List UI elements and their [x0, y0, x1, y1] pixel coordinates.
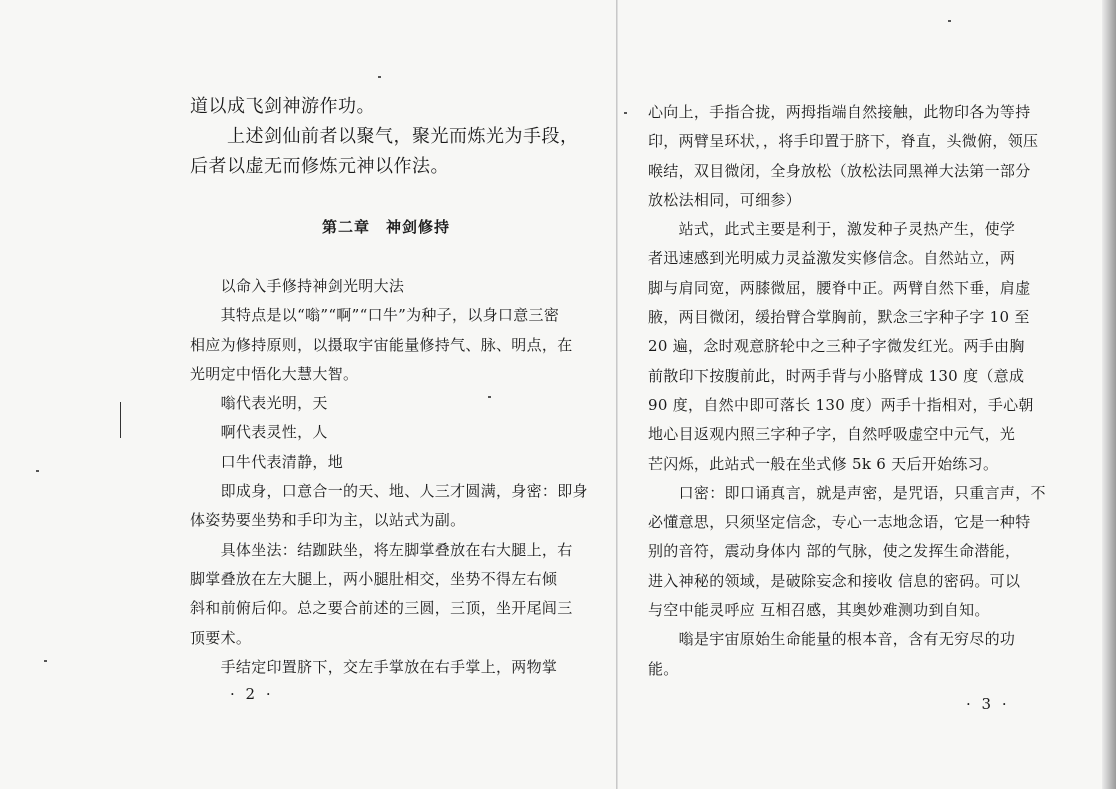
- text-line: 口密：即口诵真言，就是声密，是咒语，只重言声，不: [648, 483, 1046, 502]
- text-line: 必懂意思，只须坚定信念，专心一志地念语，它是一种特: [648, 513, 1031, 532]
- text-line: 喉结，双目微闭，全身放松（放松法同黑禅大法第一部分: [648, 161, 1031, 180]
- text-line: 道以成飞剑神游作功。: [190, 96, 375, 117]
- text-line: 站式，此式主要是利于，激发种子灵热产生，使学: [648, 220, 1016, 239]
- text-line: 放松法相同，可细参）: [648, 190, 802, 209]
- text-line: 别的音符，震动身体内 部的气脉，使之发挥生命潜能，: [648, 542, 1021, 561]
- text-line: 嗡是宇宙原始生命能量的根本音，含有无穷尽的功: [648, 630, 1016, 649]
- text-line: 能。: [648, 659, 679, 678]
- text-line: 其特点是以“嗡”“啊”“口牛”为种子，以身口意三密: [190, 306, 560, 325]
- scan-speck: [488, 396, 491, 398]
- text-line: 地心目返观内照三字种子字，自然呼吸虚空中元气，光: [648, 425, 1016, 444]
- text-line: 顶要术。: [190, 628, 252, 647]
- text-line: 者迅速感到光明威力灵益激发实修信念。自然站立，两: [648, 249, 1016, 268]
- page-number: · 2 ·: [230, 685, 274, 703]
- text-line: 芒闪烁，此站式一般在坐式修 5k 6 天后开始练习。: [648, 454, 999, 473]
- text-line: 手结定印置脐下，交左手掌放在右手掌上，两物掌: [190, 657, 558, 676]
- text-line: 上述剑仙前者以聚气，聚光而炼光为手段，: [190, 126, 579, 147]
- text-line: 即成身，口意合一的天、地、人三才圆满，身密：即身: [190, 482, 588, 501]
- text-line: 光明定中悟化大慧大智。: [190, 364, 359, 383]
- scan-speck: [44, 660, 47, 662]
- text-line: 90 度，自然中即可落长 130 度）两手十指相对，手心朝: [648, 395, 1034, 414]
- text-line: 斜和前俯后仰。总之要合前述的三圆，三顶，坐开尾闾三: [190, 599, 573, 618]
- scan-speck: [378, 76, 381, 78]
- text-line: 脚与肩同宽，两膝微屈，腰脊中正。两臂自然下垂，肩虚: [648, 278, 1031, 297]
- text-line: 进入神秘的领域，是破除妄念和接收 信息的密码。可以: [648, 571, 1021, 590]
- text-line: 口牛代表清静，地: [190, 452, 344, 471]
- text-line: 以命入手修持神剑光明大法: [190, 277, 405, 295]
- text-line: 嗡代表光明，天: [190, 394, 328, 413]
- margin-mark: [120, 402, 124, 438]
- right-body-text: [648, 98, 1088, 684]
- scan-speck: [624, 112, 627, 114]
- intro-paragraph: [190, 92, 610, 182]
- text-line: 相应为修持原则，以摄取宇宙能量修持气、脉、明点，在: [190, 335, 573, 354]
- text-line: 与空中能灵呼应 互相召感，其奥妙难测功到自知。: [648, 601, 990, 620]
- text-line: 体姿势要坐势和手印为主，以站式为副。: [190, 511, 466, 530]
- page-number: · 3 ·: [966, 695, 1010, 713]
- scan-speck: [36, 470, 39, 472]
- text-line: 啊代表灵性，人: [190, 423, 328, 442]
- chapter-title: 第二章 神剑修持: [322, 218, 451, 236]
- scan-speck: [948, 20, 951, 22]
- text-line: 具体坐法：结跏趺坐，将左脚掌叠放在右大腿上，右: [190, 540, 573, 559]
- text-line: 印，两臂呈环状，，将手印置于脐下，脊直，头微俯，领压: [648, 132, 1039, 151]
- text-line: 腋，两目微闭，缓抬臂合掌胸前，默念三字种子字 10 至: [648, 308, 1030, 327]
- text-line: 20 遍，念时观意脐轮中之三种子字微发红光。两手由胸: [648, 337, 1025, 356]
- text-line: 脚掌叠放在左大腿上，两小腿肚相交，坐势不得左右倾: [190, 569, 558, 588]
- text-line: 前散印下按腹前此，时两手背与小胳臂成 130 度（意成: [648, 366, 1025, 385]
- left-body-text: [190, 272, 610, 682]
- scan-edge-shadow: [1102, 0, 1116, 789]
- right-page: [618, 0, 1102, 789]
- text-line: 后者以虚无而修炼元神以作法。: [190, 156, 449, 177]
- text-line: 心向上，手指合拢，两拇指端自然接触，此物印各为等持: [648, 103, 1031, 121]
